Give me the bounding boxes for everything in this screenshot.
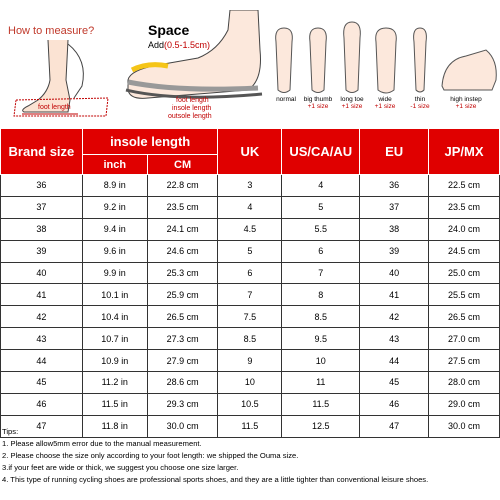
- foot-length-label-left: foot length: [38, 104, 71, 111]
- cell-us: 11: [282, 372, 360, 394]
- cell-inch: 11.8 in: [82, 415, 147, 437]
- cell-cm: 29.3 cm: [147, 393, 218, 415]
- cell-jp: 22.5 cm: [429, 175, 500, 197]
- cell-cm: 27.9 cm: [147, 350, 218, 372]
- foot-type-normal: normal: [276, 96, 296, 103]
- foot-length-label: foot length: [176, 97, 209, 104]
- tip-3: 3.if your feet are wide or thick, we suggest you choose one size larger.: [2, 463, 239, 472]
- cell-cm: 25.3 cm: [147, 262, 218, 284]
- cell-brand-size: 45: [1, 372, 83, 394]
- cell-jp: 27.5 cm: [429, 350, 500, 372]
- cell-jp: 24.5 cm: [429, 240, 500, 262]
- cell-brand-size: 47: [1, 415, 83, 437]
- cell-eu: 39: [360, 240, 429, 262]
- add-range: (0.5-1.5cm): [164, 40, 211, 50]
- cell-uk: 8.5: [218, 328, 282, 350]
- cell-eu: 46: [360, 393, 429, 415]
- header-inch: inch: [82, 155, 147, 175]
- cell-brand-size: 38: [1, 218, 83, 240]
- table-row: [1, 262, 500, 284]
- header-jp: JP/MX: [429, 129, 500, 175]
- cell-inch: 9.6 in: [82, 240, 147, 262]
- cell-jp: 24.0 cm: [429, 218, 500, 240]
- measure-guide: [0, 0, 500, 128]
- cell-eu: 37: [360, 196, 429, 218]
- insole-length-label: insole length: [172, 105, 212, 112]
- cell-jp: 25.5 cm: [429, 284, 500, 306]
- cell-brand-size: 40: [1, 262, 83, 284]
- cell-us: 10: [282, 350, 360, 372]
- space-title: Space: [148, 22, 190, 38]
- cell-jp: 30.0 cm: [429, 415, 500, 437]
- foot-type-thin: thin -1 size: [410, 96, 430, 110]
- cell-cm: 22.8 cm: [147, 175, 218, 197]
- size-rows: [1, 175, 500, 438]
- cell-uk: 3: [218, 175, 282, 197]
- cell-eu: 42: [360, 306, 429, 328]
- table-row: [1, 350, 500, 372]
- cell-brand-size: 46: [1, 393, 83, 415]
- table-row: [1, 306, 500, 328]
- cell-cm: 24.6 cm: [147, 240, 218, 262]
- cell-us: 8.5: [282, 306, 360, 328]
- table-row: [1, 218, 500, 240]
- cell-cm: 26.5 cm: [147, 306, 218, 328]
- cell-inch: 10.9 in: [82, 350, 147, 372]
- cell-cm: 27.3 cm: [147, 328, 218, 350]
- cell-jp: 23.5 cm: [429, 196, 500, 218]
- header-uk: UK: [218, 129, 282, 175]
- cell-uk: 7: [218, 284, 282, 306]
- cell-cm: 23.5 cm: [147, 196, 218, 218]
- foot-type-high-instep: high instep +1 size: [450, 96, 482, 110]
- cell-brand-size: 43: [1, 328, 83, 350]
- cell-cm: 24.1 cm: [147, 218, 218, 240]
- cell-inch: 8.9 in: [82, 175, 147, 197]
- cell-eu: 43: [360, 328, 429, 350]
- foot-type-long-toe: long toe +1 size: [340, 96, 364, 110]
- cell-jp: 29.0 cm: [429, 393, 500, 415]
- cell-us: 12.5: [282, 415, 360, 437]
- header-brand-size: Brand size: [1, 129, 83, 175]
- header-eu: EU: [360, 129, 429, 175]
- tip-1: 1. Please allow5mm error due to the manual measurement.: [2, 439, 202, 448]
- cell-inch: 9.4 in: [82, 218, 147, 240]
- header-cm: CM: [147, 155, 218, 175]
- cell-cm: 28.6 cm: [147, 372, 218, 394]
- cell-eu: 44: [360, 350, 429, 372]
- cell-brand-size: 42: [1, 306, 83, 328]
- cell-us: 9.5: [282, 328, 360, 350]
- cell-brand-size: 36: [1, 175, 83, 197]
- cell-inch: 11.2 in: [82, 372, 147, 394]
- foot-types-illustration: [266, 20, 500, 96]
- cell-us: 8: [282, 284, 360, 306]
- cell-eu: 45: [360, 372, 429, 394]
- cell-jp: 28.0 cm: [429, 372, 500, 394]
- table-row: [1, 393, 500, 415]
- cell-brand-size: 37: [1, 196, 83, 218]
- cell-inch: 10.7 in: [82, 328, 147, 350]
- cell-eu: 41: [360, 284, 429, 306]
- cell-uk: 10: [218, 372, 282, 394]
- cell-jp: 25.0 cm: [429, 262, 500, 284]
- cell-eu: 47: [360, 415, 429, 437]
- cell-inch: 10.4 in: [82, 306, 147, 328]
- cell-uk: 6: [218, 262, 282, 284]
- cell-us: 7: [282, 262, 360, 284]
- foot-type-big-thumb: big thumb +1 size: [303, 96, 333, 110]
- cell-uk: 4: [218, 196, 282, 218]
- cell-us: 5: [282, 196, 360, 218]
- table-row: [1, 372, 500, 394]
- cell-brand-size: 41: [1, 284, 83, 306]
- header-insole-length: insole length: [82, 129, 218, 155]
- table-row: [1, 196, 500, 218]
- cell-uk: 9: [218, 350, 282, 372]
- cell-inch: 11.5 in: [82, 393, 147, 415]
- cell-inch: 9.2 in: [82, 196, 147, 218]
- cell-brand-size: 44: [1, 350, 83, 372]
- table-row: [1, 175, 500, 197]
- cell-eu: 36: [360, 175, 429, 197]
- cell-eu: 40: [360, 262, 429, 284]
- cell-eu: 38: [360, 218, 429, 240]
- tips-heading: Tips:: [2, 427, 19, 436]
- cell-uk: 10.5: [218, 393, 282, 415]
- how-to-measure-title: How to measure?: [8, 25, 95, 37]
- cell-uk: 7.5: [218, 306, 282, 328]
- cell-inch: 9.9 in: [82, 262, 147, 284]
- cell-us: 5.5: [282, 218, 360, 240]
- tips-section: [2, 426, 500, 486]
- cell-brand-size: 39: [1, 240, 83, 262]
- cell-uk: 4.5: [218, 218, 282, 240]
- cell-us: 6: [282, 240, 360, 262]
- foot-type-wide: wide +1 size: [374, 96, 396, 110]
- cell-jp: 26.5 cm: [429, 306, 500, 328]
- cell-jp: 27.0 cm: [429, 328, 500, 350]
- size-chart-table: [0, 128, 500, 438]
- cell-us: 11.5: [282, 393, 360, 415]
- add-prefix: Add: [148, 40, 165, 50]
- cell-cm: 30.0 cm: [147, 415, 218, 437]
- header-us: US/CA/AU: [282, 129, 360, 175]
- cell-inch: 10.1 in: [82, 284, 147, 306]
- cell-cm: 25.9 cm: [147, 284, 218, 306]
- tip-2: 2. Please choose the size only according to your foot length: we shipped the Ouma size.: [2, 451, 299, 460]
- tip-4: 4. This type of running cycling shoes are professional sports shoes, and they are a little tighter than conventional leisure shoes.: [2, 475, 429, 484]
- cell-us: 4: [282, 175, 360, 197]
- table-row: [1, 240, 500, 262]
- table-row: [1, 328, 500, 350]
- table-row: [1, 284, 500, 306]
- cell-uk: 5: [218, 240, 282, 262]
- outsole-length-label: outsole length: [168, 113, 212, 120]
- cell-uk: 11.5: [218, 415, 282, 437]
